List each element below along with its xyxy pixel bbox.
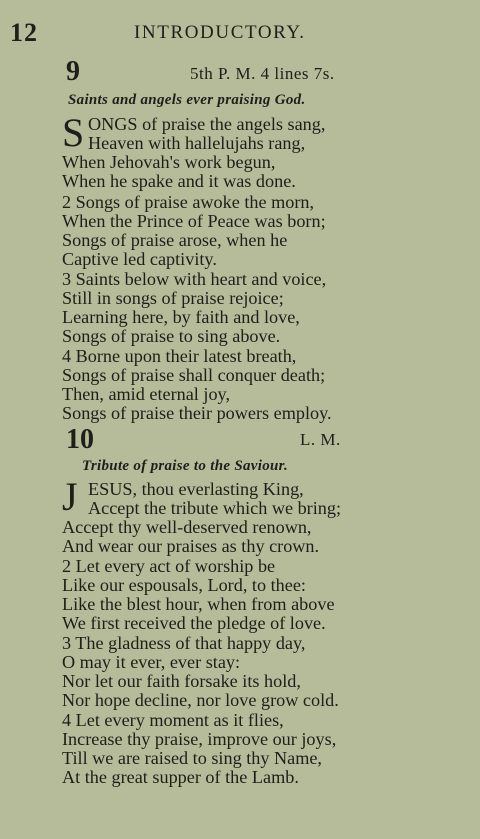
verse-line: When Jehovah's work begun,: [62, 152, 276, 172]
verse-line: Songs of praise their powers employ.: [62, 403, 332, 423]
verse-1-opening: [88, 115, 325, 153]
running-title: INTRODUCTORY.: [134, 22, 306, 43]
verse-line: Songs of praise arose, when he: [62, 230, 288, 250]
verse-line: Learning here, by faith and love,: [62, 307, 300, 327]
verse-line: 4 Borne upon their latest breath,: [62, 346, 297, 366]
verse-line: 4 Let every moment as it flies,: [62, 710, 284, 730]
verse-1-opening: [88, 480, 341, 518]
verse-line: Nor let our faith forsake its hold,: [62, 671, 301, 691]
verse-line: Still in songs of praise rejoice;: [62, 288, 284, 308]
verse-4: [62, 347, 332, 423]
verse-line: Like our espousals, Lord, to thee:: [62, 575, 306, 595]
verse-line: Captive led captivity.: [62, 249, 217, 269]
verse-line: When he spake and it was done.: [62, 171, 296, 191]
verse-3: [62, 270, 326, 346]
verse-line: 2 Let every act of worship be: [62, 556, 276, 576]
verse-line: Songs of praise shall conquer death;: [62, 365, 326, 385]
verse-1-rest: [62, 153, 296, 191]
verse-line: O may it ever, ever stay:: [62, 652, 241, 672]
verse-2: [62, 557, 335, 633]
drop-cap-letter: S: [62, 110, 85, 155]
drop-cap-letter: J: [62, 474, 78, 519]
verse-line: 2 Songs of praise awoke the morn,: [62, 192, 315, 212]
hymn-meter: L. M.: [300, 430, 341, 449]
verse-line: 3 The gladness of that happy day,: [62, 633, 306, 653]
page-header: [0, 18, 480, 48]
hymn-number: 9: [66, 56, 80, 87]
verse-line: We first received the pledge of love.: [62, 613, 326, 633]
hymn-title: Tribute of praise to the Saviour.: [82, 458, 289, 474]
verse-line: Songs of praise to sing above.: [62, 326, 281, 346]
verse-line: ESUS, thou everlasting King,: [88, 479, 304, 499]
hymn-number: 10: [66, 424, 94, 455]
verse-line: Nor hope decline, nor love grow cold.: [62, 690, 339, 710]
verse-4: [62, 711, 336, 787]
verse-line: And wear our praises as thy crown.: [62, 536, 320, 556]
hymn-title: Saints and angels ever praising God.: [68, 92, 306, 108]
verse-line: Till we are raised to sing thy Name,: [62, 748, 322, 768]
verse-line: Increase thy praise, improve our joys,: [62, 729, 337, 749]
verse-line: At the great supper of the Lamb.: [62, 767, 299, 787]
verse-line: Heaven with hallelujahs rang,: [88, 133, 306, 153]
verse-line: 3 Saints below with heart and voice,: [62, 269, 327, 289]
page-number: 12: [10, 18, 38, 47]
verse-line: Then, amid eternal joy,: [62, 384, 231, 404]
verse-line: ONGS of praise the angels sang,: [88, 114, 326, 134]
verse-line: Accept thy well-deserved renown,: [62, 517, 312, 537]
hymn-meter: 5th P. M. 4 lines 7s.: [190, 64, 335, 83]
verse-3: [62, 634, 339, 710]
verse-line: Accept the tribute which we bring;: [88, 498, 342, 518]
verse-line: When the Prince of Peace was born;: [62, 211, 326, 231]
verse-2: [62, 193, 326, 269]
verse-1-rest: [62, 518, 319, 556]
verse-line: Like the blest hour, when from above: [62, 594, 335, 614]
